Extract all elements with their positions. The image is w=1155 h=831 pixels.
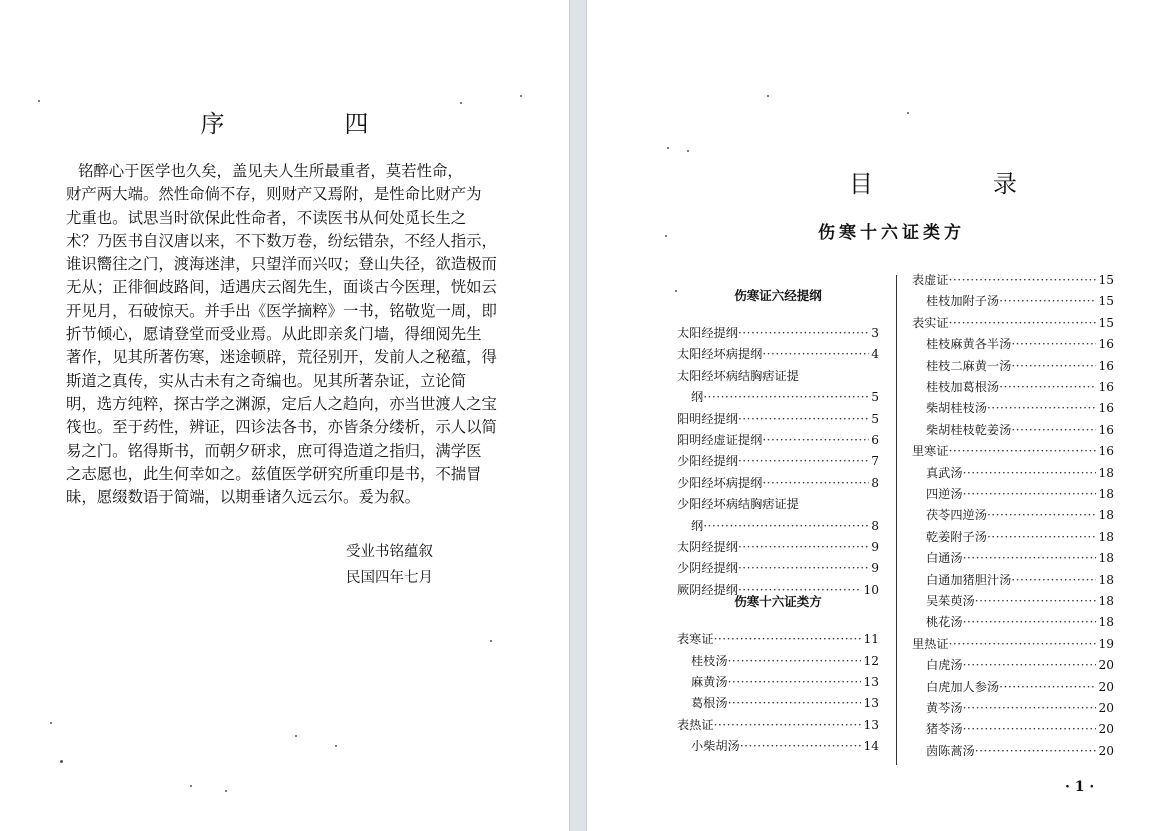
toc-title: 目 录 <box>849 170 1065 198</box>
toc-entry-title: 阳明经虚证提纲 <box>677 433 763 447</box>
toc-entry[interactable] <box>926 656 1114 674</box>
preface-line: 明，选方纯粹，探古学之渊源，定后人之趋向，亦当世渡人之宝 <box>66 394 497 413</box>
toc-entry-page: 6 <box>871 433 879 447</box>
toc-entry-page: 18 <box>1098 551 1114 566</box>
toc-leader-dots <box>949 314 1097 332</box>
toc-leader-dots <box>762 345 869 363</box>
toc-entry-title: 桂枝加葛根汤 <box>926 380 1000 394</box>
toc-entry-title: 桂枝汤 <box>691 653 728 668</box>
toc-entry-title: 白通汤 <box>926 551 963 566</box>
toc-leader-dots <box>740 737 862 755</box>
preface-line: 财产两大端。然性命倘不存，则财产又焉附，是性命比财产为 <box>66 185 482 204</box>
toc-leader-dots <box>975 742 1097 760</box>
toc-entry[interactable] <box>926 399 1114 417</box>
toc-entry[interactable] <box>677 716 879 734</box>
toc-leader-dots <box>738 324 869 342</box>
toc-entry-page: 20 <box>1098 743 1114 758</box>
toc-entry-title: 表虚证 <box>912 273 949 287</box>
toc-entry-title: 桃花汤 <box>926 615 963 630</box>
toc-leader-dots <box>949 635 1097 653</box>
toc-entry-title: 柴胡桂枝乾姜汤 <box>926 422 1012 437</box>
preface-line: 折节倾心，愿请登堂而受业焉。从此即亲炙门墙，得细阅先生 <box>66 325 482 344</box>
toc-leader-dots <box>714 716 862 734</box>
toc-entry[interactable] <box>926 678 1114 696</box>
toc-entry-page: 5 <box>871 411 879 426</box>
toc-entry-page: 10 <box>863 582 879 597</box>
toc-leader-dots <box>1011 357 1096 375</box>
toc-entry-page: 18 <box>1098 615 1114 630</box>
toc-entry-title: 纲 <box>691 518 704 533</box>
page-number: · 1 · <box>1065 779 1095 795</box>
toc-entry-page: 14 <box>863 739 879 754</box>
preface-line: 铭醉心于医学也久矣，盖见夫人生所最重者，莫若性命， <box>78 162 463 180</box>
toc-leader-dots <box>728 673 862 691</box>
toc-leader-dots <box>714 630 862 648</box>
scan-speck <box>907 112 909 114</box>
toc-leader-dots <box>963 549 1097 567</box>
toc-entry-title: 桂枝二麻黄一汤 <box>926 358 1012 373</box>
toc-leader-dots <box>963 720 1097 738</box>
toc-entry-page: 20 <box>1098 701 1114 715</box>
preface-line: 著作，见其所著伤寒，迷途顿辟，荒径别开，发前人之秘蕴，得 <box>66 348 497 367</box>
toc-entry-page: 4 <box>871 347 879 362</box>
toc-entry[interactable] <box>926 742 1114 760</box>
toc-entry-page: 18 <box>1098 572 1114 587</box>
toc-entry[interactable] <box>691 673 879 691</box>
toc-entry-title: 真武汤 <box>926 465 963 480</box>
toc-entry-title: 黄芩汤 <box>926 701 963 715</box>
toc-leader-dots <box>703 388 869 406</box>
toc-entry-page: 16 <box>1098 401 1114 416</box>
toc-entry-title: 太阳经坏病结胸痞证提 <box>677 368 799 383</box>
toc-entry[interactable] <box>912 635 1114 653</box>
toc-leader-dots <box>975 592 1097 610</box>
toc-entry-title: 桂枝加附子汤 <box>926 294 1000 309</box>
toc-entry-page: 18 <box>1098 529 1114 544</box>
toc-entry-page: 9 <box>871 540 879 554</box>
preface-line: 之志愿也，此生何幸如之。兹值医学研究所重印是书，不揣冒 <box>66 464 482 483</box>
toc-section-heading: 伤寒证六经提纲 <box>734 288 822 303</box>
toc-entry-page: 16 <box>1098 358 1114 373</box>
toc-entry[interactable] <box>691 694 879 712</box>
toc-entry-title: 白虎加人参汤 <box>926 679 1000 694</box>
preface-line: 谁识嚮往之门，渡海迷津，只望洋而兴叹；登山失径，欲造极而 <box>66 255 497 274</box>
toc-entry[interactable] <box>926 592 1114 610</box>
toc-entry-page: 15 <box>1098 273 1114 287</box>
toc-entry-page: 20 <box>1098 722 1114 737</box>
toc-leader-dots <box>963 613 1097 631</box>
preface-line: 术？乃医书自汉唐以来，不下数万卷，纷纭错杂，不经人指示， <box>66 231 497 250</box>
toc-leader-dots <box>1011 335 1096 353</box>
toc-entry[interactable] <box>926 613 1114 631</box>
scan-speck <box>490 640 492 642</box>
preface-line: 筏也。至于药性，辨证，四诊法各书，亦皆条分缕析，示人以简 <box>66 418 497 437</box>
toc-entry-title: 乾姜附子汤 <box>926 529 987 544</box>
toc-entry-page: 16 <box>1098 337 1114 352</box>
toc-leader-dots <box>963 656 1097 674</box>
toc-entry-title: 表热证 <box>677 717 714 732</box>
toc-entry-title: 葛根汤 <box>691 696 728 711</box>
toc-leader-dots <box>762 474 869 492</box>
toc-leader-dots <box>738 559 869 577</box>
toc-entry-page: 13 <box>863 717 879 732</box>
toc-entry-title: 里热证 <box>912 636 949 651</box>
toc-leader-dots <box>703 517 869 535</box>
toc-entry-page: 19 <box>1098 636 1114 651</box>
toc-leader-dots <box>949 271 1097 289</box>
toc-entry[interactable] <box>926 506 1114 524</box>
toc-entry[interactable] <box>912 314 1114 332</box>
toc-leader-dots <box>738 410 869 428</box>
toc-entry-title: 白通加猪胆汁汤 <box>926 572 1012 587</box>
toc-entry-page: 12 <box>863 653 879 668</box>
toc-entry-page: 9 <box>871 561 879 576</box>
preface-line: 易之门。铭得斯书，而朝夕研求，庶可得造道之指归，满学医 <box>66 441 482 460</box>
toc-entry[interactable] <box>912 442 1114 460</box>
toc-leader-dots <box>987 528 1097 546</box>
preface-line: 昧，愿缀数语于简端，以期垂诸久远云尔。爰为叙。 <box>66 488 420 507</box>
toc-leader-dots <box>738 538 869 556</box>
toc-entry-title: 纲 <box>691 390 704 405</box>
toc-entry-title: 猪苓汤 <box>926 722 963 737</box>
toc-section-heading: 伤寒十六证类方 <box>734 594 822 610</box>
toc-entry[interactable] <box>926 571 1114 589</box>
toc-entry-page: 20 <box>1098 679 1114 694</box>
toc-entry-title: 桂枝麻黄各半汤 <box>926 337 1012 352</box>
toc-entry-title: 太阳经提纲 <box>677 326 738 340</box>
toc-entry-page: 18 <box>1098 487 1114 501</box>
toc-entry-page: 8 <box>871 518 879 533</box>
toc-leader-dots <box>762 431 869 449</box>
toc-entry[interactable] <box>691 737 879 755</box>
toc-entry-page: 16 <box>1098 422 1114 437</box>
scan-speck <box>767 95 769 97</box>
scan-speck <box>460 102 462 104</box>
toc-entry[interactable] <box>677 345 879 363</box>
toc-entry[interactable] <box>691 517 879 535</box>
toc-entry-title: 阳明经提纲 <box>677 411 738 426</box>
toc-entry-page: 16 <box>1098 444 1114 459</box>
preface-line: 无从；正徘徊歧路间，适遇庆云阁先生，面谈古今医理，恍如云 <box>66 278 497 297</box>
toc-entry-page: 13 <box>863 696 879 711</box>
toc-entry-page: 3 <box>871 326 879 340</box>
toc-entry[interactable] <box>926 378 1114 396</box>
toc-leader-dots <box>963 464 1097 482</box>
toc-leader-dots <box>999 292 1096 310</box>
preface-page <box>0 0 569 831</box>
toc-entry-title: 里寒证 <box>912 444 949 459</box>
toc-entry-page: 16 <box>1098 380 1114 394</box>
toc-entry[interactable] <box>677 630 879 648</box>
scan-speck <box>335 745 337 747</box>
toc-leader-dots <box>963 699 1097 717</box>
toc-entry[interactable] <box>677 452 879 470</box>
toc-entry-page: 15 <box>1098 294 1114 309</box>
toc-leader-dots <box>738 452 869 470</box>
toc-entry-title: 表实证 <box>912 315 949 330</box>
scan-speck <box>667 147 669 149</box>
toc-page <box>587 0 1155 831</box>
toc-entry-title: 吴茱萸汤 <box>926 594 975 608</box>
preface-signature-author: 受业书铭蕴叙 <box>346 544 433 560</box>
toc-entry-title: 少阳经提纲 <box>677 454 738 469</box>
toc-leader-dots <box>987 506 1097 524</box>
toc-leader-dots <box>999 678 1096 696</box>
toc-entry-page: 13 <box>863 675 879 689</box>
toc-entry[interactable] <box>691 652 879 670</box>
toc-entry[interactable] <box>677 538 879 556</box>
toc-leader-dots <box>999 378 1096 396</box>
toc-entry[interactable] <box>926 357 1114 375</box>
scan-speck <box>50 722 52 724</box>
scan-speck <box>675 290 677 292</box>
toc-entry-title: 茯苓四逆汤 <box>926 508 987 523</box>
column-divider <box>896 275 897 765</box>
toc-entry-page: 8 <box>871 475 879 490</box>
toc-entry-page: 5 <box>871 390 879 405</box>
toc-entry[interactable] <box>677 431 879 449</box>
toc-entry-title: 太阴经提纲 <box>677 540 738 554</box>
toc-entry-title: 柴胡桂枝汤 <box>926 401 987 416</box>
scan-speck <box>190 785 192 787</box>
toc-entry[interactable] <box>926 421 1114 439</box>
toc-leader-dots <box>963 485 1097 503</box>
toc-entry-title: 少阳经坏病提纲 <box>677 475 763 490</box>
toc-entry[interactable] <box>926 528 1114 546</box>
toc-entry[interactable] <box>691 388 879 406</box>
toc-entry-title: 白虎汤 <box>926 658 963 673</box>
toc-leader-dots <box>1011 571 1096 589</box>
toc-entry-page: 15 <box>1098 315 1114 330</box>
preface-line: 开见月，石破惊天。并手出《医学摘粹》一书，铭敬览一周，即 <box>66 301 497 320</box>
toc-entry-title: 麻黄汤 <box>691 675 728 689</box>
toc-entry[interactable] <box>926 335 1114 353</box>
toc-leader-dots <box>987 399 1097 417</box>
toc-entry[interactable] <box>926 292 1114 310</box>
scan-speck <box>520 95 522 97</box>
toc-entry[interactable] <box>926 699 1114 717</box>
toc-leader-dots <box>728 652 862 670</box>
toc-entry-page: 18 <box>1098 465 1114 480</box>
toc-entry-page: 7 <box>871 454 879 469</box>
toc-leader-dots <box>1011 421 1096 439</box>
toc-entry-title: 表寒证 <box>677 632 714 647</box>
scan-speck <box>687 150 689 152</box>
toc-entry-title: 太阳经坏病提纲 <box>677 347 763 362</box>
toc-entry[interactable] <box>926 549 1114 567</box>
preface-title: 序 四 <box>200 110 417 138</box>
toc-entry[interactable] <box>926 485 1114 503</box>
toc-leader-dots <box>949 442 1097 460</box>
preface-line: 尤重也。试思当时欲保此性命者，不读医书从何处觅长生之 <box>66 208 467 227</box>
toc-entry[interactable] <box>677 367 879 385</box>
scan-speck <box>665 235 667 237</box>
toc-entry-page: 11 <box>863 632 879 647</box>
toc-entry[interactable] <box>912 271 1114 289</box>
preface-body <box>66 160 497 509</box>
toc-entry-page: 20 <box>1098 658 1114 673</box>
toc-entry[interactable] <box>926 464 1114 482</box>
toc-entry-title: 少阳经坏病结胸痞证提 <box>677 497 799 512</box>
toc-entry[interactable] <box>677 410 879 428</box>
toc-subtitle: 伤寒十六证类方 <box>818 223 965 243</box>
toc-entry-title: 少阴经提纲 <box>677 561 738 576</box>
page-gutter <box>569 0 587 831</box>
preface-line: 斯道之真传，实从古未有之奇编也。见其所著杂证，立论简 <box>66 371 467 390</box>
toc-entry[interactable] <box>677 559 879 577</box>
scan-speck <box>225 790 227 792</box>
toc-entry-title: 四逆汤 <box>926 487 963 501</box>
toc-entry-title: 厥阴经提纲 <box>677 582 738 597</box>
toc-entry-title: 茵陈蒿汤 <box>926 743 975 758</box>
scan-speck <box>295 735 297 737</box>
toc-entry[interactable] <box>677 495 879 513</box>
scan-speck <box>38 100 40 102</box>
toc-entry[interactable] <box>926 720 1114 738</box>
toc-entry-page: 18 <box>1098 594 1114 608</box>
toc-entry-title: 小柴胡汤 <box>691 739 740 754</box>
scan-speck <box>60 760 63 763</box>
preface-signature-date: 民国四年七月 <box>346 570 433 586</box>
toc-entry[interactable] <box>677 324 879 342</box>
toc-entry[interactable] <box>677 474 879 492</box>
toc-entry-page: 18 <box>1098 508 1114 523</box>
toc-leader-dots <box>728 694 862 712</box>
